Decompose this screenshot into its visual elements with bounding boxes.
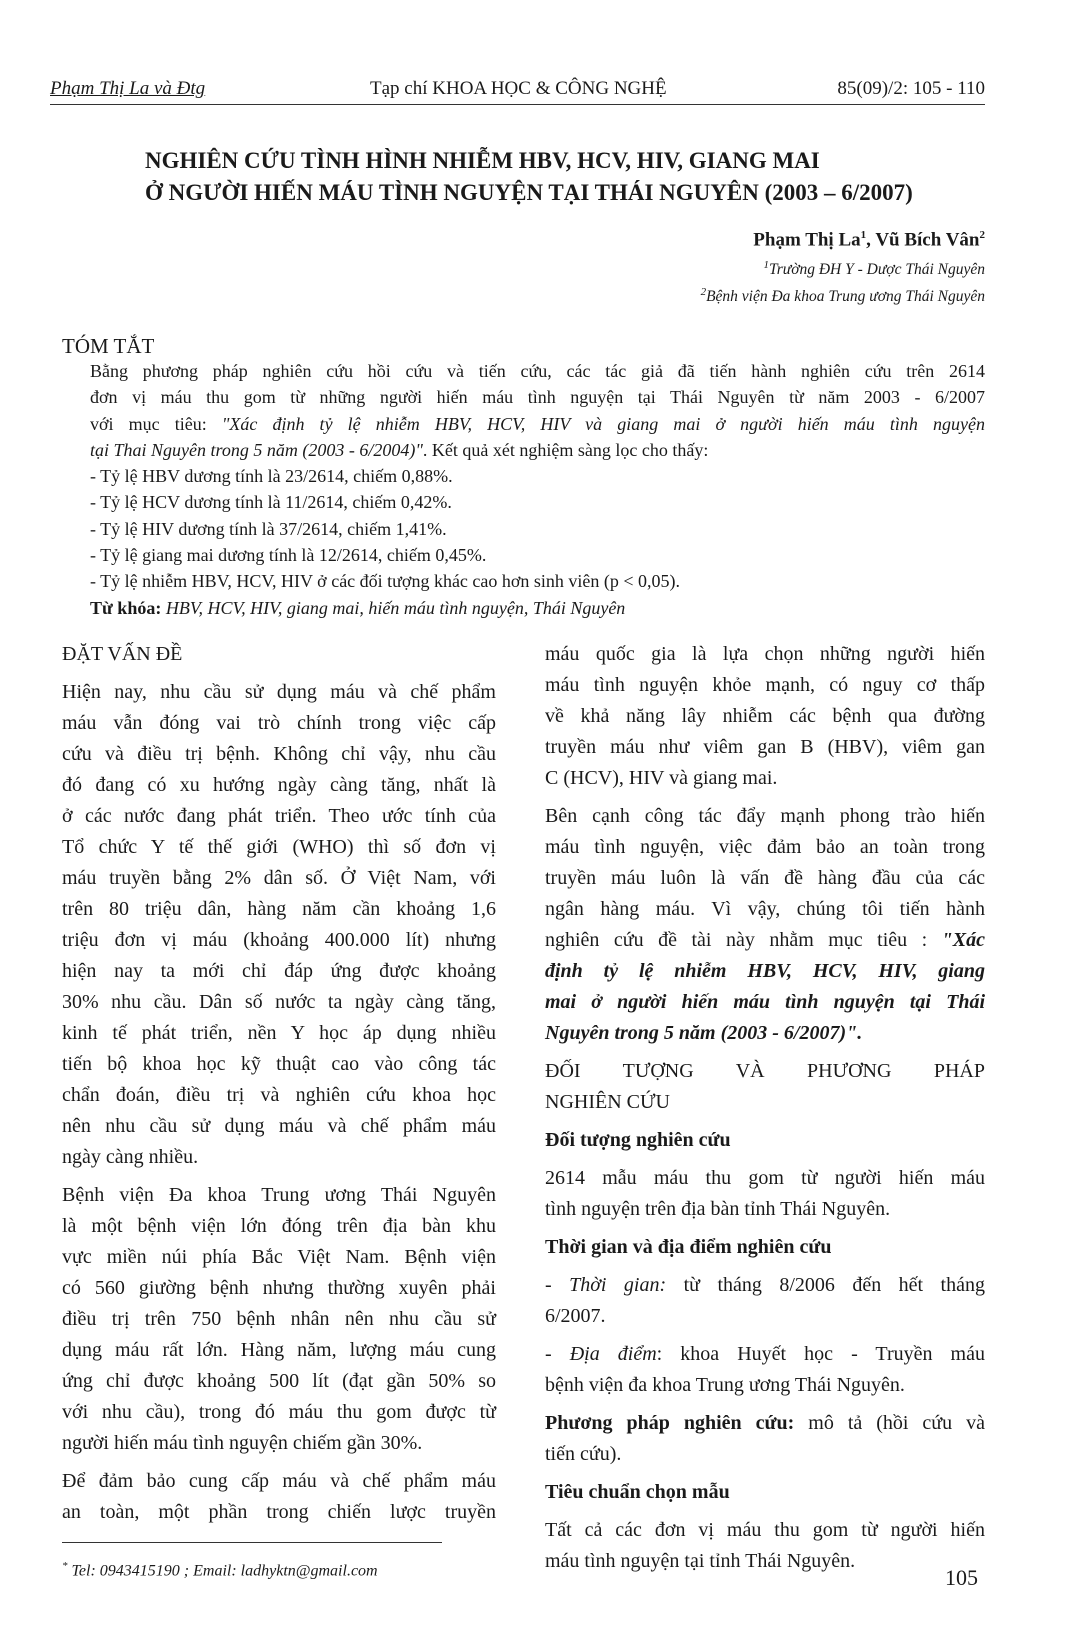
text-segment: Thời gian: (569, 1274, 667, 1296)
text-segment: Địa điểm (569, 1343, 657, 1365)
text-segment: truyền máu như viêm gan B (HBV), viêm gan (545, 736, 985, 758)
text-line (545, 925, 985, 956)
text-line (62, 956, 496, 987)
text-segment: ở các nước đang phát triển. Theo ước tính của (62, 805, 496, 827)
author-2-sup: 2 (979, 229, 985, 241)
text-segment: ĐỐI TƯỢNG VÀ PHƯƠNG PHÁP (545, 1060, 985, 1082)
paragraph (62, 1466, 496, 1528)
text-line (545, 894, 985, 925)
paper-title (145, 145, 995, 209)
text-line (545, 1339, 985, 1370)
author-2: Vũ Bích Vân (875, 229, 980, 251)
text-line (545, 987, 985, 1018)
text-line (62, 801, 496, 832)
text-line (62, 987, 496, 1018)
footnote-rule (62, 1542, 442, 1543)
page-number: 105 (945, 1565, 978, 1590)
text-segment: "Xác định tỷ lệ nhiễm HBV, HCV, HIV và giang mai ở người hiến máu tình nguyện (221, 413, 985, 434)
abstract-heading: TÓM TẮT (62, 334, 155, 358)
section-heading (545, 1056, 985, 1118)
text-line (62, 1497, 496, 1528)
text-segment: là một bệnh viện lớn đóng trên địa bàn khu (62, 1215, 496, 1237)
text-line (62, 1080, 496, 1111)
text-line (62, 894, 496, 925)
text-line (90, 489, 985, 515)
section-subheading (545, 1125, 985, 1156)
paragraph (545, 1163, 985, 1225)
text-segment: - Tỷ lệ HCV dương tính là 11/2614, chiếm 0,42%. (90, 492, 452, 513)
text-line (545, 732, 985, 763)
text-segment: máu tình nguyện tại tỉnh Thái Nguyên. (545, 1550, 856, 1572)
section-heading (62, 639, 496, 670)
text-segment: tại Thai Nguyên trong 5 năm (2003 - 6/2004)" (90, 439, 423, 460)
text-segment: dụng máu rất lớn. Hàng năm, lượng máu cung (62, 1339, 496, 1361)
text-line (62, 1366, 496, 1397)
text-segment: Phương pháp nghiên cứu: (545, 1412, 795, 1434)
text-line (62, 770, 496, 801)
header-journal: Tạp chí KHOA HỌC & CÔNG NGHỆ (370, 78, 667, 99)
text-line (62, 1018, 496, 1049)
text-segment: với mục tiêu: (90, 413, 222, 434)
affiliation-2-text: Bệnh viện Đa khoa Trung ương Thái Nguyên (706, 288, 985, 306)
text-line (545, 863, 985, 894)
text-segment: : khoa Huyết học - Truyền máu (656, 1343, 985, 1365)
footnote (62, 1560, 378, 1580)
text-line (62, 1304, 496, 1335)
text-segment: máu tình nguyện, việc đảm bảo an toàn trong (545, 836, 985, 858)
text-line (62, 708, 496, 739)
paragraph (62, 1180, 496, 1459)
paragraph (545, 801, 985, 1049)
author-sep: , (866, 229, 876, 251)
affiliation-1 (701, 254, 985, 281)
text-line (545, 1194, 985, 1225)
text-segment: người hiến máu tình nguyện chiếm gần 30%. (62, 1432, 423, 1454)
paragraph (545, 1270, 985, 1332)
text-segment: máu tình nguyện khỏe mạnh, có nguy cơ thấp (545, 674, 985, 696)
text-line (90, 542, 985, 568)
text-line (90, 411, 985, 437)
text-line (90, 595, 985, 621)
author-1-sup: 1 (860, 229, 867, 241)
text-line (90, 437, 985, 463)
affiliation-2 (701, 281, 985, 308)
text-segment: NGHIÊN CỨU (545, 1091, 670, 1113)
text-segment: Nguyên trong 5 năm (2003 - 6/2007)". (545, 1022, 863, 1044)
text-segment: mô tả (hồi cứu và (794, 1412, 985, 1434)
text-segment: tình nguyện trên địa bàn tỉnh Thái Nguyên. (545, 1198, 891, 1220)
text-line (545, 832, 985, 863)
text-segment: đó đang có xu hướng ngày càng tăng, nhất là (62, 774, 496, 796)
text-line (90, 358, 985, 384)
text-segment: nghiên cứu đề tài này nhằm mục tiêu : (545, 929, 942, 951)
text-segment: - (545, 1274, 570, 1296)
text-segment: ngân hàng máu. Vì vậy, chúng tôi tiến hành (545, 898, 985, 920)
text-segment: "Xác (941, 929, 985, 951)
text-line (545, 1546, 985, 1577)
text-line (545, 1056, 985, 1087)
author-1: Phạm Thị La (753, 229, 861, 251)
text-line (62, 1335, 496, 1366)
text-line (62, 1397, 496, 1428)
text-segment: vực miền núi phía Bắc Việt Nam. Bệnh viện (62, 1246, 496, 1268)
title-line-1: NGHIÊN CỨU TÌNH HÌNH NHIỄM HBV, HCV, HIV, GIANG MAI (145, 148, 820, 173)
text-line (545, 1270, 985, 1301)
text-segment: - Tỷ lệ HBV dương tính là 23/2614, chiếm 0,88%. (90, 466, 453, 487)
text-segment: Bên cạnh công tác đẩy mạnh phong trào hiến (545, 805, 985, 827)
section-subheading (545, 1477, 985, 1508)
text-segment: Để đảm bảo cung cấp máu và chế phẩm máu (62, 1470, 496, 1492)
text-line (545, 639, 985, 670)
text-segment: với nhu cầu), trong đó máu thu gom được từ (62, 1401, 496, 1423)
text-segment: 6/2007. (545, 1305, 606, 1327)
text-line (545, 801, 985, 832)
header-authors: Phạm Thị La và Đtg (50, 78, 206, 99)
text-line (62, 1180, 496, 1211)
abstract-body (90, 358, 985, 621)
affiliation-2-sup: 2 (700, 286, 707, 299)
left-column (62, 639, 496, 1535)
text-line (545, 1439, 985, 1470)
text-line (90, 384, 985, 410)
text-line (545, 1232, 985, 1263)
text-segment: Tổ chức Y tế thế giới (WHO) thì số đơn vị (62, 836, 496, 858)
text-segment: Bằng phương pháp nghiên cứu hồi cứu và tiến cứu, các tác giả đã tiến hành nghiên cứu trên 2614 (90, 361, 985, 381)
text-segment: - Tỷ lệ HIV dương tính là 37/2614, chiếm 1,41%. (90, 518, 447, 539)
footnote-text: Tel: 0943415190 ; Email: ladhyktn@gmail.com (67, 1562, 378, 1580)
text-line (62, 832, 496, 863)
text-segment: điều trị trên 750 bệnh nhân nên nhu cầu sử (62, 1308, 496, 1330)
text-line (62, 677, 496, 708)
text-line (62, 1049, 496, 1080)
text-segment: Bệnh viện Đa khoa Trung ương Thái Nguyên (62, 1184, 496, 1206)
text-segment: máu truyền bằng 2% dân số. Ở Việt Nam, với (62, 867, 496, 889)
text-segment: tiến bộ khoa học kỹ thuật cao vào công tác (62, 1053, 496, 1075)
text-segment: nên nhu cầu sử dụng máu và chế phẩm máu (62, 1115, 496, 1137)
text-line (545, 701, 985, 732)
text-line (545, 1087, 985, 1118)
text-line (545, 1163, 985, 1194)
text-segment: Đối tượng nghiên cứu (545, 1129, 731, 1151)
text-segment: hiện nay ta mới chỉ đáp ứng được khoảng (62, 960, 496, 982)
paragraph (62, 677, 496, 1173)
text-line (62, 1142, 496, 1173)
text-segment: truyền máu luôn là vấn đề hàng đầu của các (545, 867, 985, 889)
text-line (545, 956, 985, 987)
text-line (90, 516, 985, 542)
text-segment: máu quốc gia là lựa chọn những người hiến (545, 643, 985, 665)
text-segment: đơn vị máu thu gom từ những người hiến máu tình nguyện tại Thái Nguyên từ năm 2003 - 6/2007 (90, 387, 985, 408)
text-segment: Tất cả các đơn vị máu thu gom từ người hiến (545, 1519, 985, 1541)
text-segment: định tỷ lệ nhiễm HBV, HCV, HIV, giang (545, 960, 985, 982)
text-line (62, 1466, 496, 1497)
text-segment: cứu và điều trị bệnh. Không chỉ vậy, nhu cầu (62, 743, 496, 765)
text-line (90, 463, 985, 489)
text-line (545, 1301, 985, 1332)
running-header (50, 76, 985, 105)
text-segment: ứng chỉ được khoảng 500 lít (đạt gần 50% so (62, 1370, 496, 1392)
text-line (62, 1111, 496, 1142)
text-segment: 2614 mẫu máu thu gom từ người hiến máu (545, 1167, 985, 1189)
text-line (545, 670, 985, 701)
section-subheading (545, 1232, 985, 1263)
text-line (545, 1477, 985, 1508)
text-segment: tiến cứu). (545, 1443, 622, 1465)
text-segment: an toàn, một phần trong chiến lược truyền (62, 1501, 496, 1523)
text-line (545, 763, 985, 794)
paragraph (545, 1339, 985, 1401)
text-line (545, 1370, 985, 1401)
text-segment: Tiêu chuẩn chọn mẫu (545, 1481, 730, 1503)
title-line-2: Ở NGƯỜI HIẾN MÁU TÌNH NGUYỆN TẠI THÁI NGUYÊN (2003 – 6/2007) (145, 180, 913, 205)
right-column (545, 639, 985, 1584)
text-segment: - Tỷ lệ giang mai dương tính là 12/2614, chiếm 0,45%. (90, 545, 487, 566)
text-segment: chẩn đoán, điều trị và nghiên cứu khoa học (62, 1084, 496, 1106)
text-segment: Từ khóa: (90, 597, 166, 618)
text-line (62, 739, 496, 770)
text-segment: - (545, 1343, 570, 1365)
text-line (90, 568, 985, 594)
text-line (545, 1018, 985, 1049)
text-segment: Thời gian và địa điểm nghiên cứu (545, 1236, 832, 1258)
text-segment: 30% nhu cầu. Dân số nước ta ngày càng tăng, (62, 991, 496, 1013)
paragraph (545, 1408, 985, 1470)
text-line (62, 1242, 496, 1273)
text-segment: - Tỷ lệ nhiễm HBV, HCV, HIV ở các đối tượng khác cao hơn sinh viên (p < 0,05). (90, 571, 681, 592)
footnote-marker: * (62, 1560, 68, 1572)
text-segment: ĐẶT VẤN ĐỀ (62, 643, 183, 665)
paragraph (545, 1515, 985, 1577)
text-segment: bệnh viện đa khoa Trung ương Thái Nguyên. (545, 1374, 905, 1396)
header-issue-pages: 85(09)/2: 105 - 110 (837, 78, 985, 99)
affiliation-1-text: Trường ĐH Y - Dược Thái Nguyên (768, 261, 985, 279)
text-line (62, 863, 496, 894)
affiliation-1-sup: 1 (763, 259, 769, 272)
text-segment: trên 80 triệu dân, hàng năm cần khoảng 1,6 (62, 898, 496, 920)
text-segment: HBV, HCV, HIV, giang mai, hiến máu tình nguyện, Thái Nguyên (165, 597, 626, 618)
text-segment: máu vẫn đóng vai trò chính trong việc cấp (62, 712, 496, 734)
text-segment: về khả năng lây nhiễm các bệnh qua đường (545, 705, 985, 727)
text-line (62, 1211, 496, 1242)
paragraph (545, 639, 985, 794)
text-line (62, 639, 496, 670)
text-line (545, 1408, 985, 1439)
text-segment: mai ở người hiến máu tình nguyện tại Thái (545, 991, 985, 1013)
text-line (545, 1125, 985, 1156)
author-names (701, 224, 985, 251)
author-block (701, 224, 985, 309)
text-segment: từ tháng 8/2006 đến hết tháng (666, 1274, 985, 1296)
text-segment: kinh tế phát triển, nền Y học áp dụng nhiều (62, 1022, 496, 1044)
text-segment: C (HCV), HIV và giang mai. (545, 767, 778, 789)
text-line (545, 1515, 985, 1546)
text-segment: . Kết quả xét nghiệm sàng lọc cho thấy: (422, 439, 709, 460)
text-segment: triệu đơn vị máu (khoảng 400.000 lít) nhưng (62, 929, 496, 951)
text-segment: ngày càng nhiều. (62, 1146, 199, 1168)
text-segment: có 560 giường bệnh nhưng thường xuyên phải (62, 1277, 496, 1299)
text-segment: Hiện nay, nhu cầu sử dụng máu và chế phẩm (62, 681, 496, 703)
text-line (62, 1273, 496, 1304)
text-line (62, 925, 496, 956)
text-line (62, 1428, 496, 1459)
